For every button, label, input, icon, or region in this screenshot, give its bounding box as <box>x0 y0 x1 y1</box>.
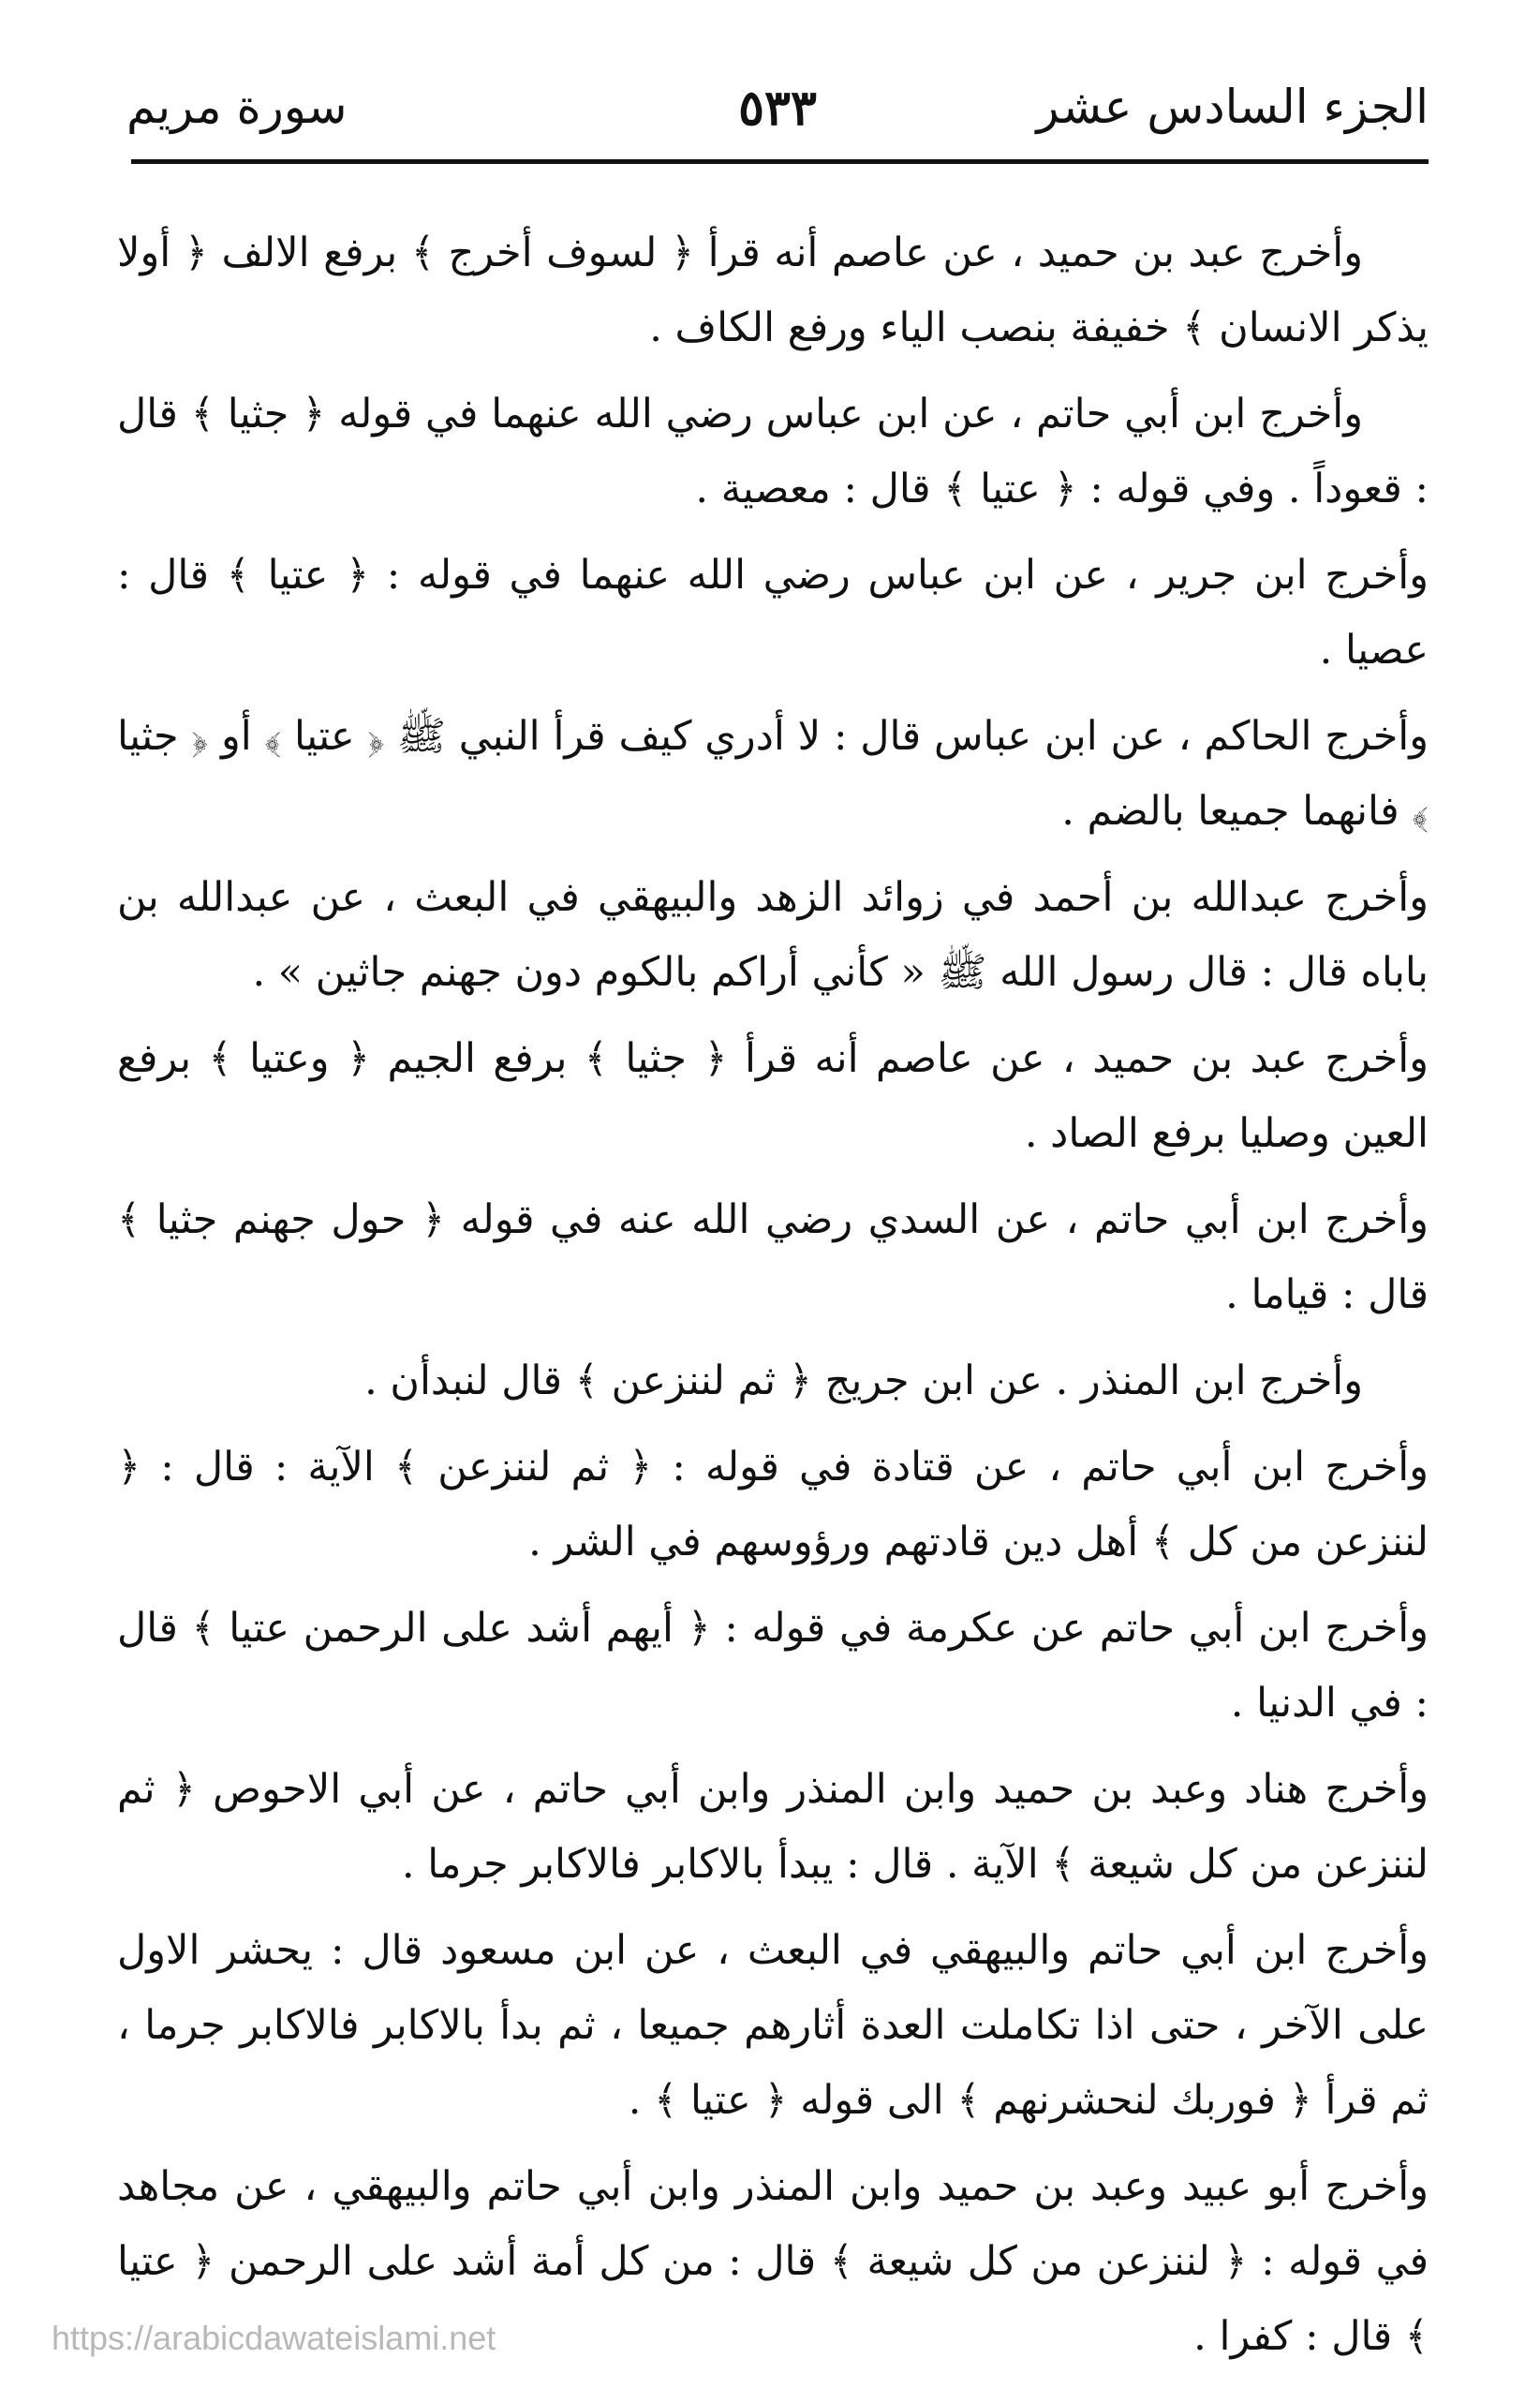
page-body <box>117 215 1429 2385</box>
paragraph-11: وأخرج هناد وعبد بن حميد وابن المنذر وابن أبي حاتم ، عن أبي الاحوص ﴿ ثم لننزعن من كل شيعة ﴾ الآية . قال : يبدأ بالاكابر فالاكابر جرما . <box>117 1766 1429 1888</box>
part-title: الجزء السادس عشر <box>1036 80 1429 134</box>
header-divider <box>131 159 1429 164</box>
paragraph-8: وأخرج ابن المنذر . عن ابن جريج ﴿ ثم لننزعن ﴾ قال لنبدأن . <box>364 1357 1363 1404</box>
source-watermark: https://arabicdawateislami.net <box>52 2319 496 2357</box>
paragraph-7: وأخرج ابن أبي حاتم ، عن السدي رضي الله عنه في قوله ﴿ حول جهنم جثيا ﴾ قال : قياما . <box>117 1196 1429 1318</box>
paragraph-4: وأخرج الحاكم ، عن ابن عباس قال : لا أدري كيف قرأ النبي ﷺ ﴿ عتيا ﴾ أو ﴿ جثيا ﴾ فانهما جميعا بالضم . <box>117 713 1429 835</box>
paragraph-13: وأخرج أبو عبيد وعبد بن حميد وابن المنذر وابن أبي حاتم والبيهقي ، عن مجاهد في قوله : ﴿ لننزعن من كل شيعة ﴾ قال : من كل أمة أشد على الرحمن ﴿ عتيا ﴾ قال : كفرا . <box>117 2163 1429 2360</box>
page-number: ٥٣٣ <box>738 80 817 137</box>
paragraph-2: وأخرج ابن أبي حاتم ، عن ابن عباس رضي الله عنهما في قوله ﴿ جثيا ﴾ قال : قعوداً . وفي قوله : ﴿ عتيا ﴾ قال : معصية . <box>117 391 1429 512</box>
paragraph-5: وأخرج عبدالله بن أحمد في زوائد الزهد والبيهقي في البعث ، عن عبدالله بن باباه قال : قال رسول الله ﷺ « كأني أراكم بالكوم دون جهنم جاثين » . <box>117 874 1429 996</box>
paragraph-12: وأخرج ابن أبي حاتم والبيهقي في البعث ، عن ابن مسعود قال : يحشر الاول على الآخر ، حتى اذا تكاملت العدة أثارهم جميعا ، ثم بدأ بالاكابر فالاكابر جرما ، ثم قرأ ﴿ فوربك لنحشرنهم ﴾ الى قوله ﴿ عتيا ﴾ . <box>117 1927 1429 2124</box>
paragraph-6: وأخرج عبد بن حميد ، عن عاصم أنه قرأ ﴿ جثيا ﴾ برفع الجيم ﴿ وعتيا ﴾ برفع العين وصليا برفع الصاد . <box>117 1035 1429 1157</box>
paragraph-1: وأخرج عبد بن حميد ، عن عاصم أنه قرأ ﴿ لسوف أخرج ﴾ برفع الالف ﴿ أولا يذكر الانسان ﴾ خفيفة بنصب الياء ورفع الكاف . <box>117 230 1429 351</box>
surah-title: سورة مريم <box>126 80 348 134</box>
paragraph-3: وأخرج ابن جرير ، عن ابن عباس رضي الله عنهما في قوله : ﴿ عتيا ﴾ قال : عصيا . <box>117 552 1429 674</box>
page-header <box>126 80 1429 164</box>
paragraph-9: وأخرج ابن أبي حاتم ، عن قتادة في قوله : ﴿ ثم لننزعن ﴾ الآية : قال : ﴿ لننزعن من كل ﴾ أهل دين قادتهم ورؤوسهم في الشر . <box>117 1444 1429 1565</box>
paragraph-10: وأخرج ابن أبي حاتم عن عكرمة في قوله : ﴿ أيهم أشد على الرحمن عتيا ﴾ قال : في الدنيا . <box>117 1605 1429 1727</box>
